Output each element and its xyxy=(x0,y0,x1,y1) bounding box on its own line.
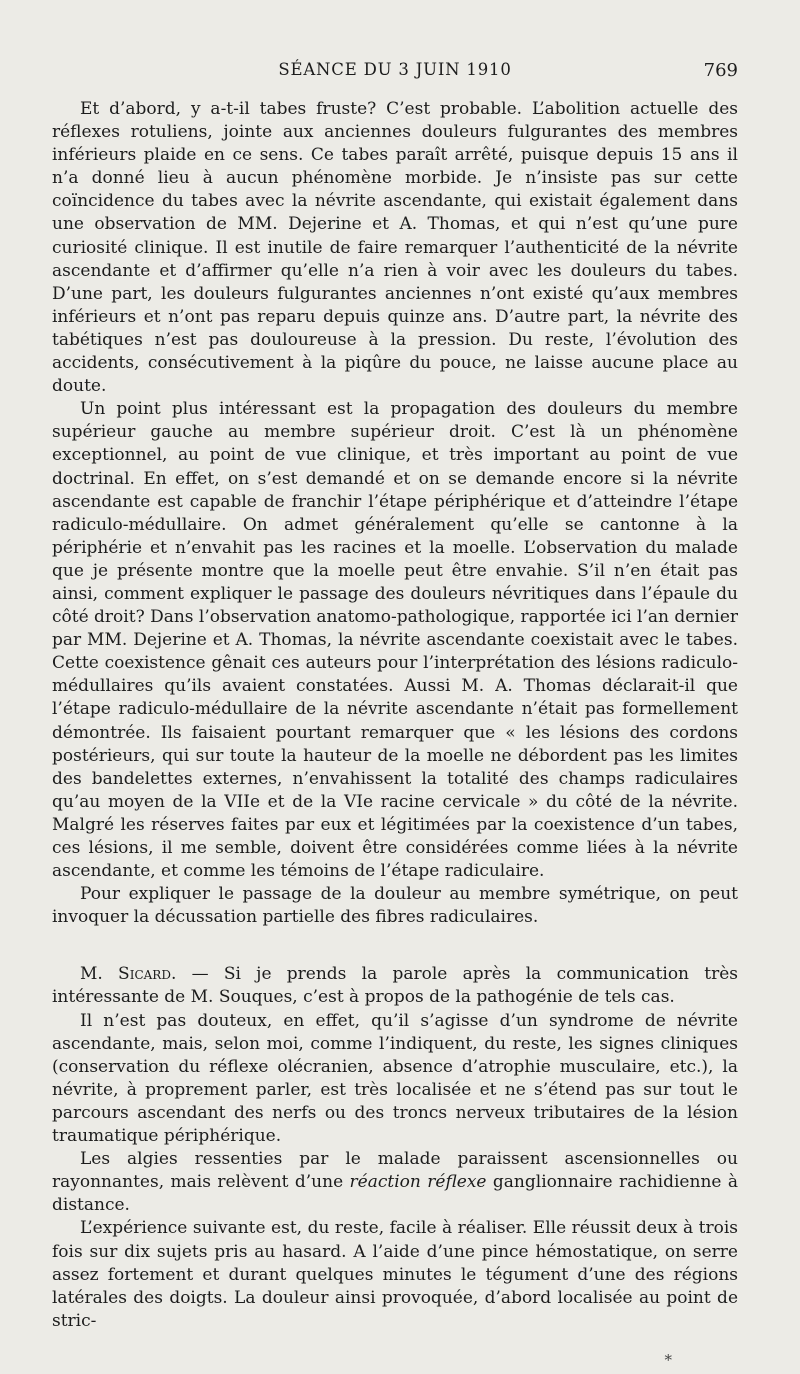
italic-term: réaction réflexe xyxy=(349,1172,487,1193)
running-header xyxy=(52,60,738,88)
footer-asterisk: * xyxy=(664,1351,672,1369)
section-gap xyxy=(52,929,738,963)
text-run: Les algies ressenties par le malade paraissent ascensionnelles ou rayonnantes, mais relèvent d’une xyxy=(52,1149,738,1193)
paragraph: Pour expliquer le passage de la douleur au membre symétrique, on peut invoquer la décussation partielle des fibres radiculaires. xyxy=(52,884,738,928)
speaker-name: M. Sicard. xyxy=(80,964,177,985)
paragraph: L’expérience suivante est, du reste, facile à réaliser. Elle réussit deux à trois fois sur dix sujets pris au hasard. A l’aide d’une pince hémostatique, on serre assez fortement et durant quelques minutes le tégument d’une des régions latérales des doigts. La douleur ainsi provoquée, d’abord localisée au point de stric- xyxy=(52,1218,738,1331)
paragraph: Un point plus intéressant est la propagation des douleurs du membre supérieur gauche au membre supérieur droit. C’est là un phénomène exceptionnel, au point de vue clinique, et très important au point de vue doctrinal. En effet, on s’est demandé et on se demande encore si la névrite ascendante est capable de franchir l’étape périphérique et d’atteindre l’étape radiculo-médullaire. On admet généralement qu’elle se cantonne à la périphérie et n’envahit pas les racines et la moelle. L’observation du malade que je présente montre que la moelle peut être envahie. S’il n’en était pas ainsi, comment expliquer le passage des douleurs névritiques dans l’épaule du côté droit? Dans l’observation anatomo-pathologique, rapportée ici l’an dernier par MM. Dejerine et A. Thomas, la névrite ascendante coexistait avec le tabes. Cette coexistence gênait ces auteurs pour l’interprétation des lésions radiculo-médullaires qu’ils avaient constatées. Aussi M. A. Thomas déclarait-il que l’étape radiculo-médullaire de la névrite ascendante n’était pas formellement démontrée. Ils faisaient pourtant remarquer que « les lésions des cordons postérieurs, qui sur toute la hauteur de la moelle ne débordent pas les limites des bandelettes externes, n’envahissent la totalité des champs radiculaires qu’au moyen de la VIIe et de la VIe racine cervicale » du côté de la névrite. Malgré les réserves faites par eux et légitimées par la coexistence d’un tabes, ces lésions, il me semble, doivent être considérées comme liées à la névrite ascendante, et comme les témoins de l’étape radiculaire. xyxy=(52,399,739,882)
speaker-text: — Si je prends la parole après la communication très intéressante de M. Souques, c’est à propos de la pathogénie de tels cas. xyxy=(52,964,738,1008)
paragraph xyxy=(52,1148,738,1217)
text-run: ganglionnaire rachidienne à distance. xyxy=(52,1172,738,1216)
text-body xyxy=(52,98,738,1333)
running-title: SÉANCE DU 3 JUIN 1910 xyxy=(278,60,512,79)
page-number: 769 xyxy=(703,60,738,81)
paragraph-sicard-intro xyxy=(52,963,738,1009)
paragraph: Et d’abord, y a-t-il tabes fruste? C’est probable. L’abolition actuelle des réflexes rotuliens, jointe aux anciennes douleurs fulgurantes des membres inférieurs plaide en ce sens. Ce tabes paraît arrêté, puisque depuis 15 ans il n’a donné lieu à aucun phénomène morbide. Je n’insiste pas sur cette coïncidence du tabes avec la névrite ascendante, qui existait également dans une observation de MM. Dejerine et A. Thomas, et qui n’est qu’une pure curiosité clinique. Il est inutile de faire remarquer l’authenticité de la névrite ascendante et d’affirmer qu’elle n’a rien à voir avec les douleurs du tabes. D’une part, les douleurs fulgurantes anciennes n’ont existé qu’aux membres inférieurs et n’ont pas reparu depuis quinze ans. D’autre part, la névrite des tabétiques n’est pas douloureuse à la pression. Du reste, l’évolution des accidents, consécutivement à la piqûre du pouce, ne laisse aucune place au doute. xyxy=(52,99,738,397)
paragraph: Il n’est pas douteux, en effet, qu’il s’agisse d’un syndrome de névrite ascendante, mais, selon moi, comme l’indiquent, du reste, les signes cliniques (conservation du réflexe olécranien, absence d’atrophie musculaire, etc.), la névrite, à proprement parler, est très localisée et ne s’étend pas sur tout le parcours ascendant des nerfs ou des troncs nerveux tributaires de la lésion traumatique périphérique. xyxy=(52,1010,738,1147)
